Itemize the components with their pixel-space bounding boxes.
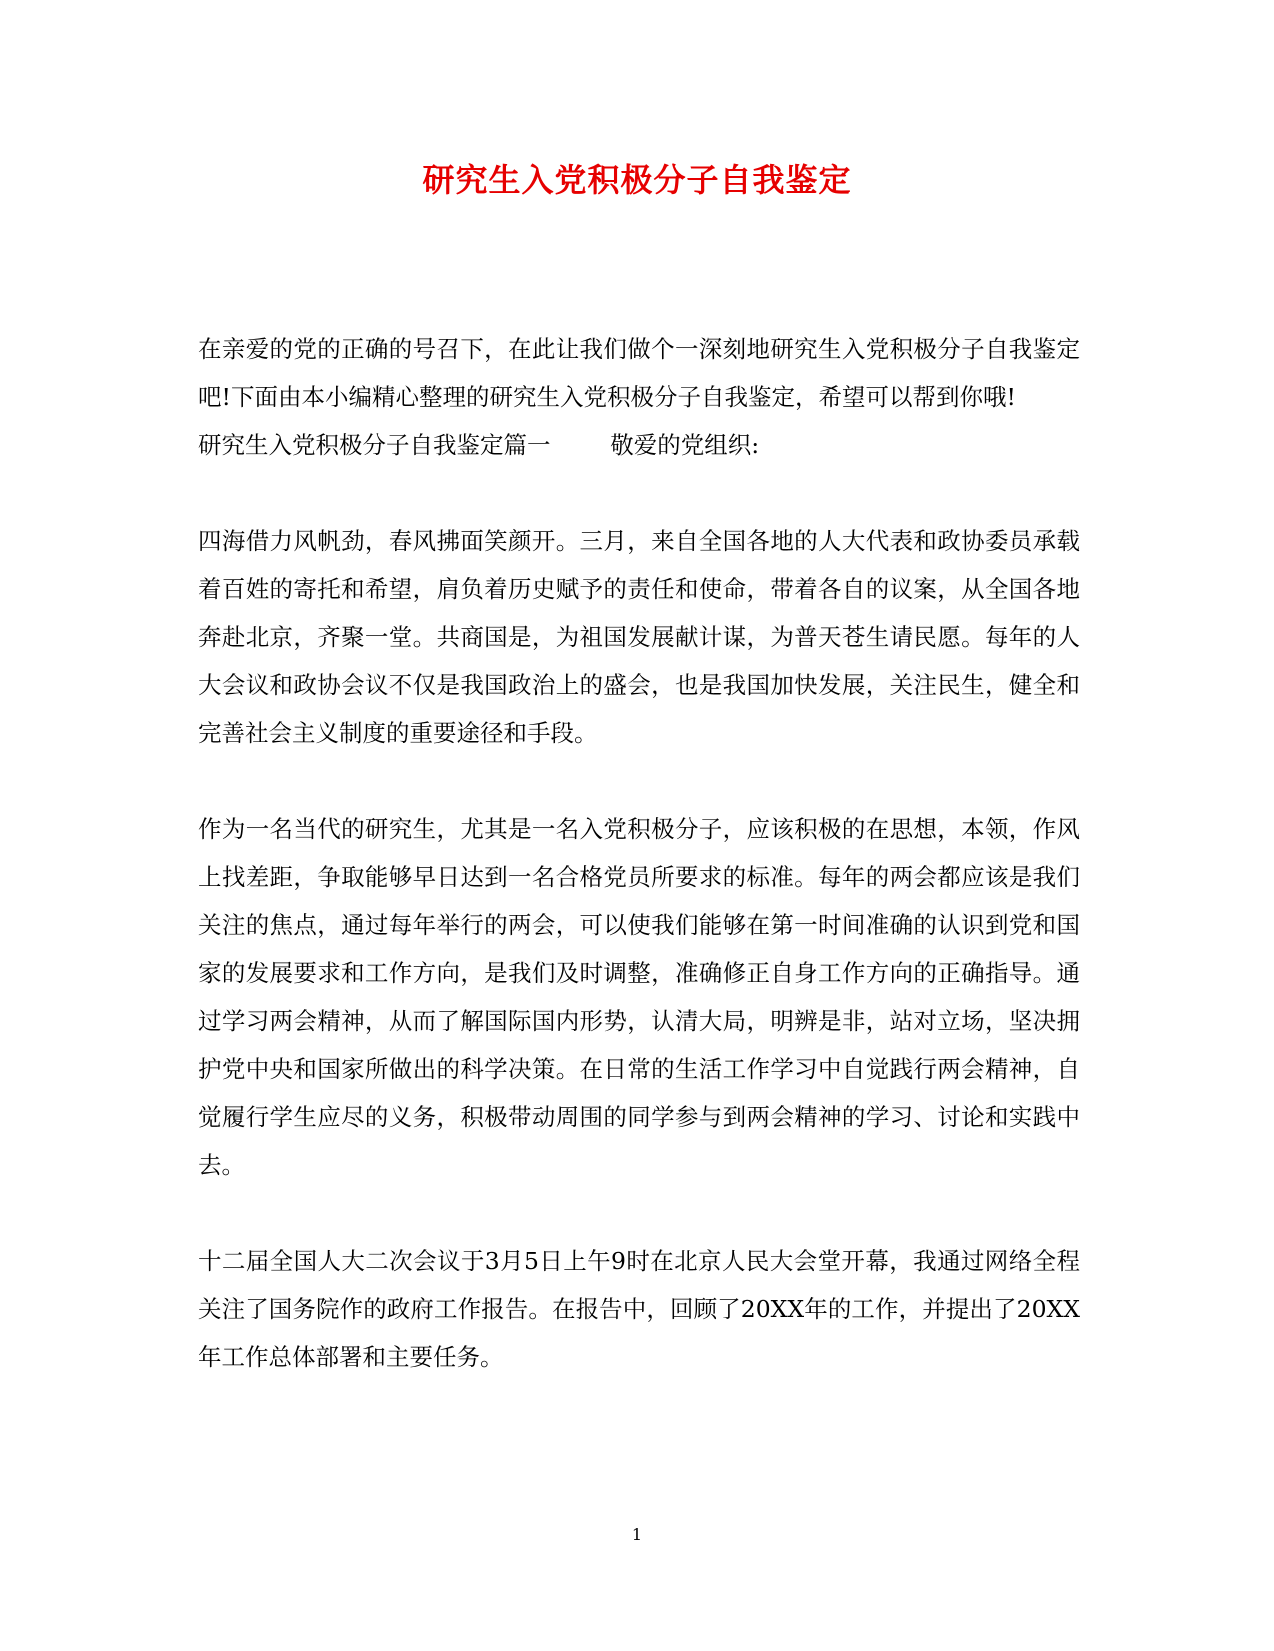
body-paragraph-2: 作为一名当代的研究生，尤其是一名入党积极分子，应该积极的在思想，本领，作风上找差距，争取能够早日达到一名合格党员所要求的标准。每年的两会都应该是我们关注的焦点，通过每年举行的两会，可以使我们能够在第一时间准确的认识到党和国家的发展要求和工作方向，是我们及时调整，准确修正自身工作方向的正确指导。通过学习两会精神，从而了解国际国内形势，认清大局，明辨是非，站对立场，坚决拥护党中央和国家所做出的科学决策。在日常的生活工作学习中自觉践行两会精神，自觉履行学生应尽的义务，积极带动周围的同学参与到两会精神的学习、讨论和实践中去。 [198, 815, 1080, 1179]
page-number: 1 [631, 1525, 643, 1544]
intro-paragraph: 在亲爱的党的正确的号召下，在此让我们做个一深刻地研究生入党积极分子自我鉴定吧!下面由本小编精心整理的研究生入党积极分子自我鉴定，希望可以帮到你哦! [198, 335, 1080, 411]
body-paragraph-3: 十二届全国人大二次会议于3月5日上午9时在北京人民大会堂开幕，我通过网络全程关注了国务院作的政府工作报告。在报告中，回顾了20XX年的工作，并提出了20XX年工作总体部署和主要任务。 [198, 1247, 1080, 1371]
document-body [198, 325, 1080, 1381]
section-heading-line [198, 421, 1080, 469]
section-heading: 研究生入党积极分子自我鉴定篇一 [198, 431, 551, 459]
body-paragraph-1: 四海借力风帆劲，春风拂面笑颜开。三月，来自全国各地的人大代表和政协委员承载着百姓的寄托和希望，肩负着历史赋予的责任和使命，带着各自的议案，从全国各地奔赴北京，齐聚一堂。共商国是，为祖国发展献计谋，为普天苍生请民愿。每年的人大会议和政协会议不仅是我国政治上的盛会，也是我国加快发展，关注民生，健全和完善社会主义制度的重要途径和手段。 [198, 527, 1080, 747]
document-title: 研究生入党积极分子自我鉴定 [422, 161, 852, 199]
salutation: 敬爱的党组织: [610, 431, 760, 459]
